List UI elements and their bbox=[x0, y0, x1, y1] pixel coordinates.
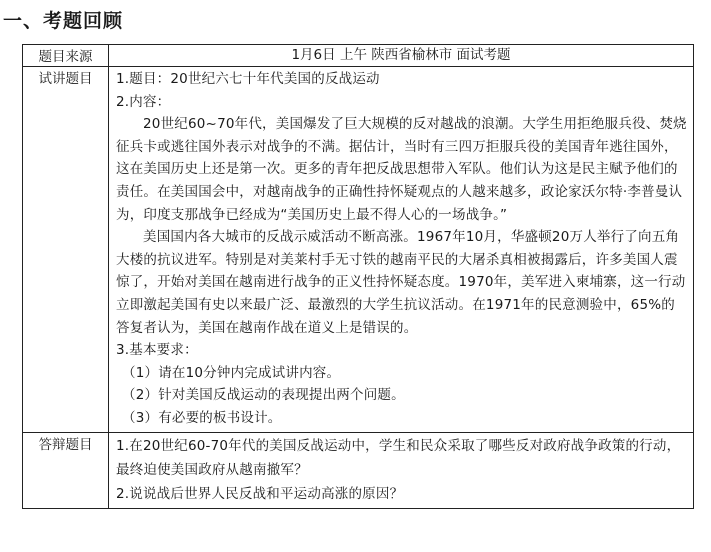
defense-label: 答辩题目 bbox=[23, 432, 109, 508]
lecture-topic: 1.题目：20世纪六七十年代美国的反战运动 bbox=[116, 71, 380, 87]
requirement-item: （2）针对美国反战运动的表现提出两个问题。 bbox=[122, 387, 405, 404]
content-label: 2.内容： bbox=[116, 93, 171, 110]
lecture-row bbox=[23, 67, 694, 433]
defense-content-cell bbox=[109, 432, 694, 508]
content-paragraph-1: 20世纪60~70年代，美国爆发了巨大规模的反对越战的浪潮。大学生用拒绝服兵役、焚烧征兵卡或逃往国外表示对战争的不满。据估计，当时有三四万拒服兵役的美国青年逃往国外，这在美国历史上还是第一次。更多的青年把反战思想带入军队。他们认为这是民主赋予他们的责任。在美国国会中，对越南战争的正确性持怀疑观点的人越来越多，政论家沃尔特·李普曼认为，印度支那战争已经成为“美国历史上最不得人心的一场战争。” bbox=[116, 116, 687, 223]
lecture-label: 试讲题目 bbox=[23, 67, 109, 433]
source-row bbox=[23, 45, 694, 67]
content-paragraph-2: 美国国内各大城市的反战示威活动不断高涨。1967年10月，华盛顿20万人举行了向五角大楼的抗议进军。特别是对美莱村手无寸铁的越南平民的大屠杀真相被揭露后，许多美国人震惊了，开始对美国在越南进行战争的正义性持怀疑态度。1970年，美军进入柬埔寨，这一行动立即激起美国有史以来最广泛、最激烈的大学生抗议活动。在1971年的民意测验中，65%的答复者认为，美国在越南作战在道义上是错误的。 bbox=[116, 229, 686, 336]
defense-row bbox=[23, 432, 694, 508]
defense-question: 2.说说战后世界人民反战和平运动高涨的原因？ bbox=[116, 485, 404, 502]
exam-review-table bbox=[22, 44, 694, 509]
section-title: 一、考题回顾 bbox=[3, 10, 124, 32]
source-value: 1月6日 上午 陕西省榆林市 面试考题 bbox=[109, 45, 694, 67]
requirements-label: 3.基本要求： bbox=[116, 342, 198, 359]
requirement-item: （3）有必要的板书设计。 bbox=[122, 409, 282, 426]
defense-question: 1.在20世纪60-70年代的美国反战运动中，学生和民众采取了哪些反对政府战争政策的行动，最终迫使美国政府从越南撤军？ bbox=[116, 437, 681, 478]
requirement-item: （1）请在10分钟内完成试讲内容。 bbox=[122, 364, 341, 381]
source-label: 题目来源 bbox=[23, 45, 109, 67]
lecture-content-cell bbox=[109, 67, 694, 433]
